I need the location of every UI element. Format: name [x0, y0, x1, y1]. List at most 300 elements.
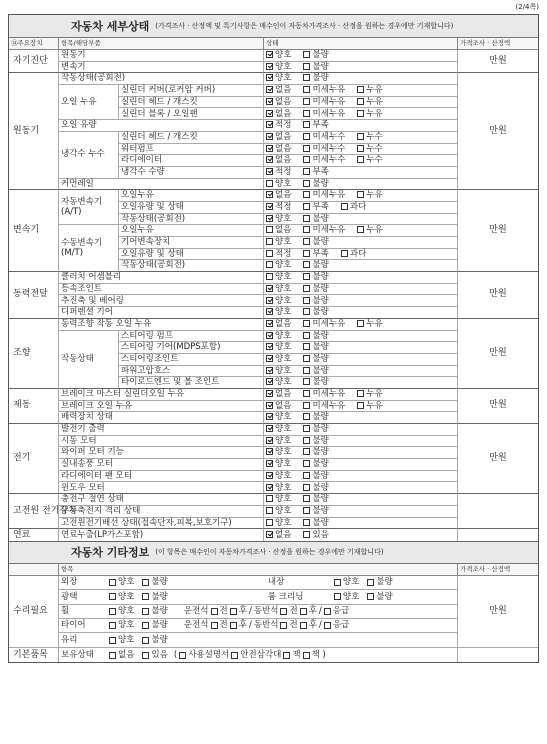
status-option-label: 미세누수 — [312, 131, 346, 142]
status-option-label: 불량 — [312, 342, 329, 353]
status-option-label: 없음 — [275, 389, 292, 400]
status-options — [264, 471, 458, 483]
status-options — [264, 494, 458, 506]
status-option[interactable] — [303, 472, 328, 481]
unchecked-checkbox[interactable] — [303, 156, 310, 163]
status-option-label: 누유 — [366, 96, 383, 107]
checked-checkbox[interactable] — [266, 472, 273, 479]
status-options — [264, 120, 458, 132]
checked-checkbox[interactable] — [266, 437, 273, 444]
unchecked-checkbox[interactable] — [303, 495, 310, 502]
status-option[interactable] — [266, 448, 291, 457]
checked-checkbox[interactable] — [266, 121, 273, 128]
option-label: 전 — [219, 620, 228, 631]
category-label: 연료 — [9, 529, 59, 541]
detail-table — [9, 50, 538, 541]
unchecked-checkbox[interactable] — [303, 437, 310, 444]
option-label: 불량 — [151, 634, 168, 645]
status-option-label: 양호 — [275, 482, 292, 493]
checked-checkbox[interactable] — [266, 355, 273, 362]
unchecked-checkbox[interactable] — [357, 226, 364, 233]
unchecked-checkbox[interactable] — [357, 133, 364, 140]
unchecked-checkbox[interactable] — [303, 191, 310, 198]
status-option[interactable] — [303, 261, 328, 270]
status-option[interactable] — [357, 191, 382, 200]
status-option[interactable] — [303, 226, 345, 235]
tire-passenger-rear-checkbox[interactable] — [300, 622, 307, 629]
checked-checkbox[interactable] — [266, 86, 273, 93]
interior-bad-checkbox[interactable] — [367, 579, 374, 586]
status-option[interactable] — [303, 110, 345, 119]
exterior-good-checkbox[interactable] — [109, 579, 116, 586]
unchecked-checkbox[interactable] — [303, 402, 310, 409]
status-option[interactable] — [357, 390, 382, 399]
wheel-driver-front-checkbox[interactable] — [211, 608, 218, 615]
status-option-label: 없음 — [275, 131, 292, 142]
checked-checkbox[interactable] — [266, 191, 273, 198]
checked-checkbox[interactable] — [266, 63, 273, 70]
holding-exists-checkbox[interactable] — [142, 652, 149, 659]
room-clean-bad-checkbox[interactable] — [367, 593, 374, 600]
status-options — [264, 179, 458, 191]
status-option[interactable] — [303, 51, 328, 60]
status-option[interactable] — [266, 507, 291, 516]
checked-checkbox[interactable] — [266, 448, 273, 455]
status-option[interactable] — [303, 63, 328, 72]
status-options — [264, 319, 458, 331]
item-label: 변속기 — [59, 62, 264, 74]
status-option[interactable] — [266, 98, 291, 107]
jack-checkbox[interactable] — [283, 652, 290, 659]
status-option[interactable] — [303, 437, 328, 446]
unchecked-checkbox[interactable] — [357, 191, 364, 198]
checked-checkbox[interactable] — [266, 390, 273, 397]
checked-checkbox[interactable] — [266, 332, 273, 339]
status-options — [264, 62, 458, 74]
unchecked-checkbox[interactable] — [303, 250, 310, 257]
status-option[interactable] — [303, 495, 328, 504]
tire-driver-rear-checkbox[interactable] — [230, 622, 237, 629]
status-option[interactable] — [303, 343, 328, 352]
status-option[interactable] — [266, 367, 291, 376]
status-option[interactable] — [266, 285, 291, 294]
label-interior: 내장 — [267, 577, 285, 588]
unchecked-checkbox[interactable] — [303, 86, 310, 93]
interior-good-checkbox[interactable] — [334, 579, 341, 586]
category-label: 자기진단 — [9, 50, 59, 73]
item-label: 연료누출(LP가스포함) — [59, 529, 264, 541]
item-label: 충전구 절연 상태 — [59, 494, 264, 506]
unchecked-checkbox[interactable] — [303, 238, 310, 245]
unchecked-checkbox[interactable] — [303, 180, 310, 187]
unchecked-checkbox[interactable] — [303, 531, 310, 538]
status-option[interactable] — [266, 355, 291, 364]
status-option[interactable] — [266, 51, 291, 60]
holding-none-checkbox[interactable] — [109, 652, 116, 659]
item-label: 윈도우 모터 — [59, 482, 264, 494]
status-option[interactable] — [266, 472, 291, 481]
status-option[interactable] — [303, 531, 328, 540]
wheel-passenger-rear-checkbox[interactable] — [300, 608, 307, 615]
unchecked-checkbox[interactable] — [357, 156, 364, 163]
wrench-checkbox[interactable] — [303, 652, 310, 659]
unchecked-checkbox[interactable] — [266, 273, 273, 280]
unchecked-checkbox[interactable] — [266, 495, 273, 502]
wheel-good-checkbox[interactable] — [109, 608, 116, 615]
unchecked-checkbox[interactable] — [266, 519, 273, 526]
unchecked-checkbox[interactable] — [303, 460, 310, 467]
checked-checkbox[interactable] — [266, 285, 273, 292]
manual-checkbox[interactable] — [179, 652, 186, 659]
status-option-label: 양호 — [275, 447, 292, 458]
status-option[interactable] — [303, 168, 328, 177]
status-option[interactable] — [303, 238, 328, 247]
status-option[interactable] — [303, 484, 328, 493]
tire-emergency-checkbox[interactable] — [324, 622, 331, 629]
item-label: 디퍼렌셜 기어 — [59, 307, 264, 319]
unchecked-checkbox[interactable] — [303, 273, 310, 280]
status-option[interactable] — [357, 98, 382, 107]
unchecked-checkbox[interactable] — [266, 261, 273, 268]
status-option[interactable] — [303, 121, 328, 130]
unchecked-checkbox[interactable] — [357, 98, 364, 105]
status-option[interactable] — [266, 203, 291, 212]
wheel-driver-rear-checkbox[interactable] — [230, 608, 237, 615]
unchecked-checkbox[interactable] — [303, 355, 310, 362]
section-title: 자동차 세부상태 — [71, 20, 150, 33]
unchecked-checkbox[interactable] — [303, 507, 310, 514]
room-clean-good-checkbox[interactable] — [334, 593, 341, 600]
checked-checkbox[interactable] — [266, 110, 273, 117]
status-option-label: 없음 — [275, 85, 292, 96]
option-label: 안전삼각대 — [240, 649, 282, 660]
status-option[interactable] — [266, 484, 291, 493]
triangle-checkbox[interactable] — [231, 652, 238, 659]
checked-checkbox[interactable] — [266, 425, 273, 432]
checked-checkbox[interactable] — [266, 367, 273, 374]
status-option[interactable] — [266, 156, 291, 165]
unchecked-checkbox[interactable] — [266, 507, 273, 514]
label-gloss: 광택 — [61, 591, 78, 602]
unchecked-checkbox[interactable] — [303, 261, 310, 268]
status-option-label: 불량 — [312, 424, 329, 435]
status-option-label: 미세누수 — [312, 155, 346, 166]
option-label: 전 — [219, 606, 228, 617]
status-option[interactable] — [266, 250, 291, 259]
tire-driver-front-checkbox[interactable] — [211, 622, 218, 629]
status-option[interactable] — [266, 145, 291, 154]
checked-checkbox[interactable] — [266, 156, 273, 163]
checked-checkbox[interactable] — [266, 484, 273, 491]
status-option[interactable] — [266, 238, 291, 247]
status-option[interactable] — [303, 145, 345, 154]
sub-category-label: 자동변속기 (A/T) — [59, 190, 119, 225]
status-option[interactable] — [266, 413, 291, 422]
status-option[interactable] — [303, 86, 345, 95]
gloss-bad-checkbox[interactable] — [142, 593, 149, 600]
item-label: 실린더 헤드 / 개스킷 — [119, 132, 264, 144]
unchecked-checkbox[interactable] — [341, 250, 348, 257]
checked-checkbox[interactable] — [266, 203, 273, 210]
unchecked-checkbox[interactable] — [303, 74, 310, 81]
status-option-label: 미세누유 — [312, 85, 346, 96]
item-label: 라디에이터 팬 모터 — [59, 471, 264, 483]
status-option[interactable] — [266, 332, 291, 341]
status-option[interactable] — [266, 519, 291, 528]
option-label: 불량 — [376, 577, 393, 588]
unchecked-checkbox[interactable] — [303, 133, 310, 140]
status-options — [264, 144, 458, 156]
status-option[interactable] — [266, 308, 291, 317]
row-glass — [59, 633, 458, 647]
unchecked-checkbox[interactable] — [303, 472, 310, 479]
checked-checkbox[interactable] — [266, 297, 273, 304]
status-option[interactable] — [266, 495, 291, 504]
status-option-label: 불량 — [312, 73, 329, 84]
status-option[interactable] — [341, 250, 366, 259]
glass-bad-checkbox[interactable] — [142, 637, 149, 644]
checked-checkbox[interactable] — [266, 343, 273, 350]
option-label: 양호 — [342, 577, 360, 588]
status-option[interactable] — [266, 86, 291, 95]
item-label: 발전기 출력 — [59, 424, 264, 436]
checked-checkbox[interactable] — [266, 402, 273, 409]
status-option[interactable] — [303, 191, 345, 200]
status-option[interactable] — [303, 507, 328, 516]
item-label: 라디에이터 — [119, 155, 264, 167]
status-option[interactable] — [303, 273, 328, 282]
tire-bad-checkbox[interactable] — [142, 622, 149, 629]
unchecked-checkbox[interactable] — [266, 180, 273, 187]
unchecked-checkbox[interactable] — [303, 215, 310, 222]
status-option-label: 양호 — [275, 73, 292, 84]
status-option[interactable] — [303, 448, 328, 457]
unchecked-checkbox[interactable] — [266, 226, 273, 233]
status-option[interactable] — [357, 226, 382, 235]
status-option[interactable] — [303, 297, 328, 306]
status-option-label: 적정 — [275, 248, 292, 259]
tire-passenger-front-checkbox[interactable] — [280, 622, 287, 629]
status-option[interactable] — [303, 320, 345, 329]
glass-good-checkbox[interactable] — [109, 637, 116, 644]
item-label: 브레이크 마스터 실린더오일 누유 — [59, 389, 264, 401]
status-option[interactable] — [266, 226, 291, 235]
unchecked-checkbox[interactable] — [303, 168, 310, 175]
status-option[interactable] — [303, 402, 345, 411]
status-option-label: 없음 — [275, 318, 292, 329]
status-option[interactable] — [266, 180, 291, 189]
status-options — [264, 249, 458, 261]
status-option[interactable] — [303, 413, 328, 422]
status-option-label: 양호 — [275, 237, 292, 248]
status-option[interactable] — [266, 121, 291, 130]
status-option[interactable] — [303, 156, 345, 165]
status-option[interactable] — [303, 215, 328, 224]
unchecked-checkbox[interactable] — [357, 402, 364, 409]
status-option[interactable] — [266, 168, 291, 177]
status-option[interactable] — [303, 133, 345, 142]
item-label: 동력조향 작동 오일 누유 — [59, 319, 264, 331]
status-option[interactable] — [357, 320, 382, 329]
status-option[interactable] — [266, 63, 291, 72]
status-option[interactable] — [266, 191, 291, 200]
status-option-label: 양호 — [275, 342, 292, 353]
status-option[interactable] — [266, 425, 291, 434]
item-label: 작동상태(공회전) — [59, 73, 264, 85]
unchecked-checkbox[interactable] — [357, 86, 364, 93]
checked-checkbox[interactable] — [266, 74, 273, 81]
status-option-label: 불량 — [312, 482, 329, 493]
unchecked-checkbox[interactable] — [303, 425, 310, 432]
checked-checkbox[interactable] — [266, 460, 273, 467]
unchecked-checkbox[interactable] — [303, 390, 310, 397]
status-option[interactable] — [357, 133, 382, 142]
status-option[interactable] — [303, 250, 328, 259]
checked-checkbox[interactable] — [266, 133, 273, 140]
item-label: 실린더 커버(로커암 커버) — [119, 85, 264, 97]
status-option[interactable] — [341, 203, 366, 212]
unchecked-checkbox[interactable] — [357, 110, 364, 117]
unchecked-checkbox[interactable] — [303, 367, 310, 374]
status-option[interactable] — [266, 273, 291, 282]
unchecked-checkbox[interactable] — [303, 332, 310, 339]
unchecked-checkbox[interactable] — [303, 203, 310, 210]
unchecked-checkbox[interactable] — [341, 203, 348, 210]
status-option[interactable] — [266, 378, 291, 387]
status-option[interactable] — [357, 402, 382, 411]
unchecked-checkbox[interactable] — [303, 98, 310, 105]
status-option[interactable] — [303, 332, 328, 341]
tire-good-checkbox[interactable] — [109, 622, 116, 629]
status-option[interactable] — [303, 425, 328, 434]
status-option-label: 없음 — [275, 155, 292, 166]
option-label: 응급 — [332, 606, 350, 617]
status-option[interactable] — [266, 261, 291, 270]
unchecked-checkbox[interactable] — [303, 110, 310, 117]
wheel-emergency-checkbox[interactable] — [324, 608, 331, 615]
status-option[interactable] — [266, 460, 291, 469]
status-option[interactable] — [266, 297, 291, 306]
checked-checkbox[interactable] — [266, 308, 273, 315]
option-label: 전 — [289, 620, 298, 631]
unchecked-checkbox[interactable] — [266, 238, 273, 245]
unchecked-checkbox[interactable] — [303, 448, 310, 455]
status-option[interactable] — [303, 180, 328, 189]
item-label: 추진축 및 베어링 — [59, 295, 264, 307]
status-option-label: 양호 — [275, 178, 292, 189]
price-other: 만원 — [458, 576, 538, 648]
status-option[interactable] — [303, 98, 345, 107]
unchecked-checkbox[interactable] — [303, 343, 310, 350]
checked-checkbox[interactable] — [266, 51, 273, 58]
status-option[interactable] — [266, 390, 291, 399]
status-option[interactable] — [303, 203, 328, 212]
status-options — [264, 459, 458, 471]
status-option[interactable] — [357, 110, 382, 119]
category-basic: 기본품목 — [9, 648, 59, 662]
unchecked-checkbox[interactable] — [303, 519, 310, 526]
status-option[interactable] — [357, 145, 382, 154]
checked-checkbox[interactable] — [266, 320, 273, 327]
wheel-bad-checkbox[interactable] — [142, 608, 149, 615]
status-options — [264, 354, 458, 366]
status-option[interactable] — [303, 308, 328, 317]
wheel-passenger-front-checkbox[interactable] — [280, 608, 287, 615]
status-option[interactable] — [266, 110, 291, 119]
status-option[interactable] — [357, 156, 382, 165]
status-option[interactable] — [303, 390, 345, 399]
checked-checkbox[interactable] — [266, 531, 273, 538]
checked-checkbox[interactable] — [266, 413, 273, 420]
unchecked-checkbox[interactable] — [303, 297, 310, 304]
unchecked-checkbox[interactable] — [303, 51, 310, 58]
item-label: 구동축전지 격리 상태 — [59, 506, 264, 518]
status-option[interactable] — [303, 285, 328, 294]
status-option[interactable] — [303, 460, 328, 469]
unchecked-checkbox[interactable] — [357, 145, 364, 152]
status-option[interactable] — [266, 531, 291, 540]
status-option-label: 불량 — [312, 494, 329, 505]
gloss-good-checkbox[interactable] — [109, 593, 116, 600]
option-label: 양호 — [118, 634, 135, 645]
unchecked-checkbox[interactable] — [357, 320, 364, 327]
status-option-label: 적정 — [275, 202, 292, 213]
status-option[interactable] — [266, 343, 291, 352]
unchecked-checkbox[interactable] — [303, 413, 310, 420]
unchecked-checkbox[interactable] — [303, 378, 310, 385]
option-label: 전 — [289, 606, 298, 617]
status-option-label: 불량 — [312, 283, 329, 294]
status-option[interactable] — [303, 519, 328, 528]
unchecked-checkbox[interactable] — [303, 484, 310, 491]
unchecked-checkbox[interactable] — [303, 121, 310, 128]
checked-checkbox[interactable] — [266, 98, 273, 105]
unchecked-checkbox[interactable] — [303, 285, 310, 292]
unchecked-checkbox[interactable] — [357, 390, 364, 397]
exterior-bad-checkbox[interactable] — [142, 579, 149, 586]
status-option[interactable] — [357, 86, 382, 95]
unchecked-checkbox[interactable] — [303, 145, 310, 152]
item-label: 고전원전기배선 상태(접속단자,피복,보호기구) — [59, 518, 264, 530]
unchecked-checkbox[interactable] — [303, 308, 310, 315]
unchecked-checkbox[interactable] — [303, 320, 310, 327]
status-option[interactable] — [266, 437, 291, 446]
unchecked-checkbox[interactable] — [303, 226, 310, 233]
item-label: 타이로드엔드 및 볼 조인트 — [119, 377, 264, 389]
status-options — [264, 518, 458, 530]
status-option[interactable] — [303, 367, 328, 376]
checked-checkbox[interactable] — [266, 168, 273, 175]
status-option[interactable] — [266, 215, 291, 224]
status-option[interactable] — [266, 74, 291, 83]
row-tire: 타이어 양호 불량 운전석 전 후 / 동반석 전 후 / 응급 — [59, 619, 458, 633]
status-option[interactable] — [303, 378, 328, 387]
status-option[interactable] — [266, 320, 291, 329]
status-option-label: 있음 — [312, 529, 329, 540]
unchecked-checkbox[interactable] — [266, 250, 273, 257]
status-option[interactable] — [266, 402, 291, 411]
status-option[interactable] — [266, 133, 291, 142]
price-cell — [458, 494, 538, 529]
checked-checkbox[interactable] — [266, 215, 273, 222]
unchecked-checkbox[interactable] — [303, 63, 310, 70]
status-option[interactable] — [303, 355, 328, 364]
checked-checkbox[interactable] — [266, 378, 273, 385]
status-option-label: 없음 — [275, 529, 292, 540]
status-option[interactable] — [303, 74, 328, 83]
status-options — [264, 237, 458, 249]
checked-checkbox[interactable] — [266, 145, 273, 152]
